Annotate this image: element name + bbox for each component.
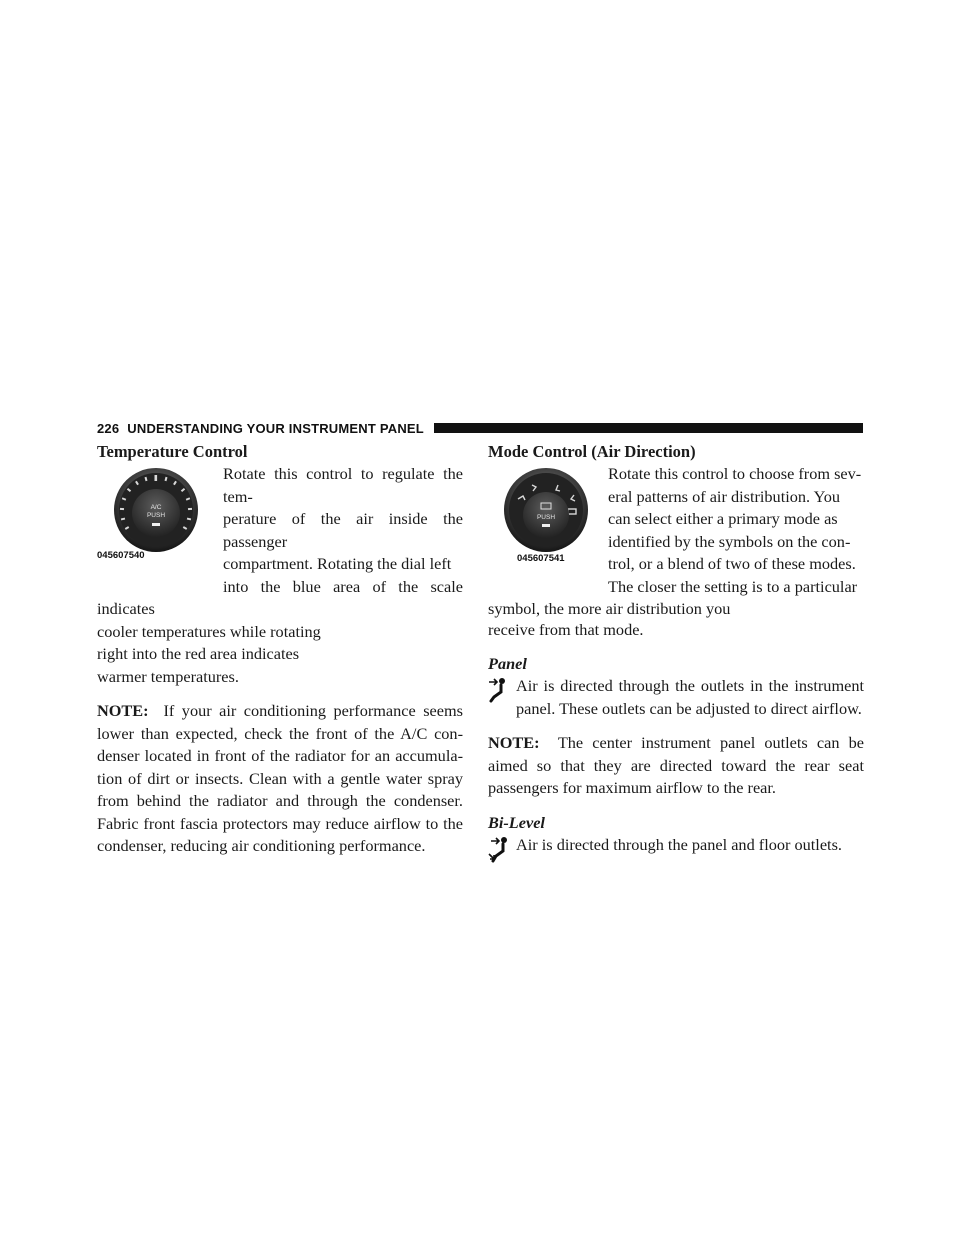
dial-push-label: PUSH (146, 512, 166, 519)
panel-mode-text: Air is directed through the outlets in the instrument panel. These outlets can be adjusted to direct airflow. (516, 676, 864, 718)
temperature-control-block (97, 463, 463, 688)
text-line: right into the red area indicates (97, 644, 300, 663)
dial-ac-label: A/C (150, 504, 162, 511)
text-line: The closer the setting is to a particular (608, 576, 858, 596)
text-line: Rotate this control to choose from sev- (608, 464, 862, 483)
text-line: trol, or a blend of two of these modes. (608, 554, 856, 573)
figure-id: 045607541 (517, 553, 565, 564)
note-paragraph (97, 700, 463, 858)
text-line: into the blue area of the scale indicates (97, 576, 463, 618)
mode-dial-push-label: PUSH (536, 514, 556, 521)
text-line: compartment. Rotating the dial left (223, 554, 452, 573)
panel-heading: Panel (488, 654, 527, 673)
note-label: NOTE: (488, 733, 540, 752)
bilevel-mode-row (488, 834, 864, 871)
mode-control-block (488, 463, 864, 621)
text-line: receive from that mode. (488, 619, 644, 639)
text-line: can select either a primary mode as (608, 509, 838, 528)
text-line: symbol, the more air distribution you (488, 599, 731, 618)
page-number: 226 (97, 420, 120, 436)
mode-dial-figure (488, 463, 608, 576)
left-column (97, 441, 463, 858)
header-rule (434, 423, 863, 433)
panel-mode-row (488, 675, 864, 720)
running-header (97, 419, 863, 437)
figure-id: 045607540 (97, 550, 145, 561)
header-title: UNDERSTANDING YOUR INSTRUMENT PANEL (127, 420, 424, 436)
right-column (488, 441, 864, 870)
mode-control-heading: Mode Control (Air Direction) (488, 442, 696, 461)
note-text: If your air conditioning performance seems lower than expected, check the front of the A/C con- denser located in front of the radiator for an accumula- tion of dirt or insects. Clean with a gentle water spray from behind the radiator and through the condenser. Fabric front fascia protectors may reduce airflow to the condenser, reducing air conditioning performance. (97, 701, 464, 855)
text-line: eral patterns of air distribution. You (608, 486, 840, 506)
text-line: identified by the symbols on the con- (608, 531, 851, 551)
text-line: perature of the air inside the passenger (223, 509, 463, 551)
bilevel-mode-text: Air is directed through the panel and floor outlets. (516, 834, 842, 854)
temperature-dial-figure (97, 463, 223, 576)
note-paragraph-right (488, 732, 864, 800)
bilevel-mode-icon (488, 834, 516, 871)
text-line: cooler temperatures while rotating (97, 621, 321, 641)
note-label: NOTE: (97, 701, 149, 720)
text-line: Rotate this control to regulate the tem- (223, 464, 463, 506)
panel-mode-icon (488, 675, 516, 720)
text-line: warmer temperatures. (97, 666, 239, 686)
bilevel-heading: Bi-Level (488, 812, 545, 832)
note-text: The center instrument panel outlets can be aimed so that they are directed toward the rear seat passengers for maximum airflow to the rear. (488, 733, 864, 797)
temperature-control-heading: Temperature Control (97, 442, 248, 461)
